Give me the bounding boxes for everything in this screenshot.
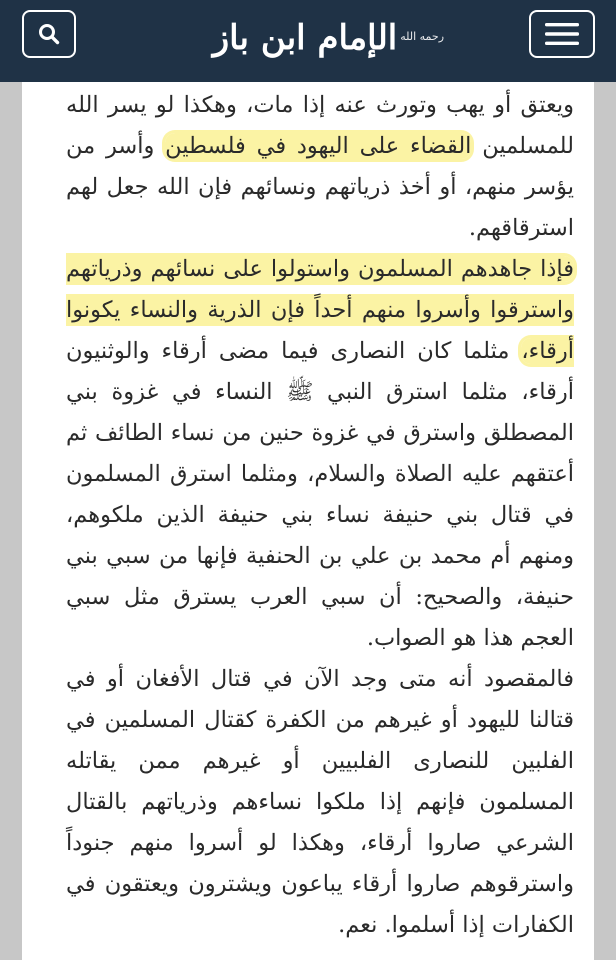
menu-button[interactable] xyxy=(529,10,595,58)
paragraph-1-text-a: ويعتق أو يهب وتورث عنه إذا مات، وهكذا لو يسر الله للمسلمين xyxy=(66,92,574,159)
paragraph-1-text-b: وأسر من يؤسر منهم، أو أخذ ذرياتهم ونسائهم فإن الله جعل لهم استرقاقهم. xyxy=(66,133,574,241)
search-button[interactable] xyxy=(22,10,76,58)
article-page xyxy=(22,82,594,960)
logo-honorific: رحمه الله xyxy=(400,30,444,43)
paragraph-2-text: مثلما كان النصارى فيما مضى أرقاء والوثنيون أرقاء، مثلما استرق النبي ﷺ النساء في غزوة بني المصطلق واسترق في غزوة حنين من نساء الطائف ثم أعتقهم عليه الصلاة والسلام، ومثلما استرق المسلمون في قتال بني حنيفة نساء بني حنيفة الذين ملكوهم، ومنهم أم محمد بن علي بن الحنفية فإنها من سبي بني حنيفة، والصحيح: أن سبي العرب يسترق مثل سبي العجم هذا هو الصواب. xyxy=(66,338,574,651)
article-paragraph-3: فالمقصود أنه متى وجد الآن في قتال الأفغان أو في قتالنا لليهود أو غيرهم من الكفرة كقتال المسلمين في الفلبين للنصارى الفلبيين أو غيرهم ممن يقاتله المسلمون فإنهم إذا ملكوا نساءهم وذرياتهم بالقتال الشرعي صاروا أرقاء، وهكذا لو أسروا منهم جنوداً واسترقوهم صاروا أرقاء يباعون ويشترون ويعتقون في الكفارات إذا أسلموا. نعم. xyxy=(66,666,574,938)
hamburger-menu-icon xyxy=(545,22,579,46)
highlighted-text-captives: فإذا جاهدهم المسلمون واستولوا على نسائهم وذرياتهم واسترقوا وأسروا منهم أحداً فإن الذرية والنساء يكونوا أرقاء، xyxy=(66,256,574,364)
article-paragraph-2 xyxy=(66,249,574,659)
site-header xyxy=(0,0,616,82)
search-icon xyxy=(38,23,60,45)
logo-text: الإمام ابن باز xyxy=(212,18,398,58)
site-logo[interactable] xyxy=(205,6,405,70)
article-paragraph-1 xyxy=(66,85,574,249)
article-body xyxy=(66,82,574,946)
highlighted-text-palestine: القضاء على اليهود في فلسطين xyxy=(165,133,472,159)
